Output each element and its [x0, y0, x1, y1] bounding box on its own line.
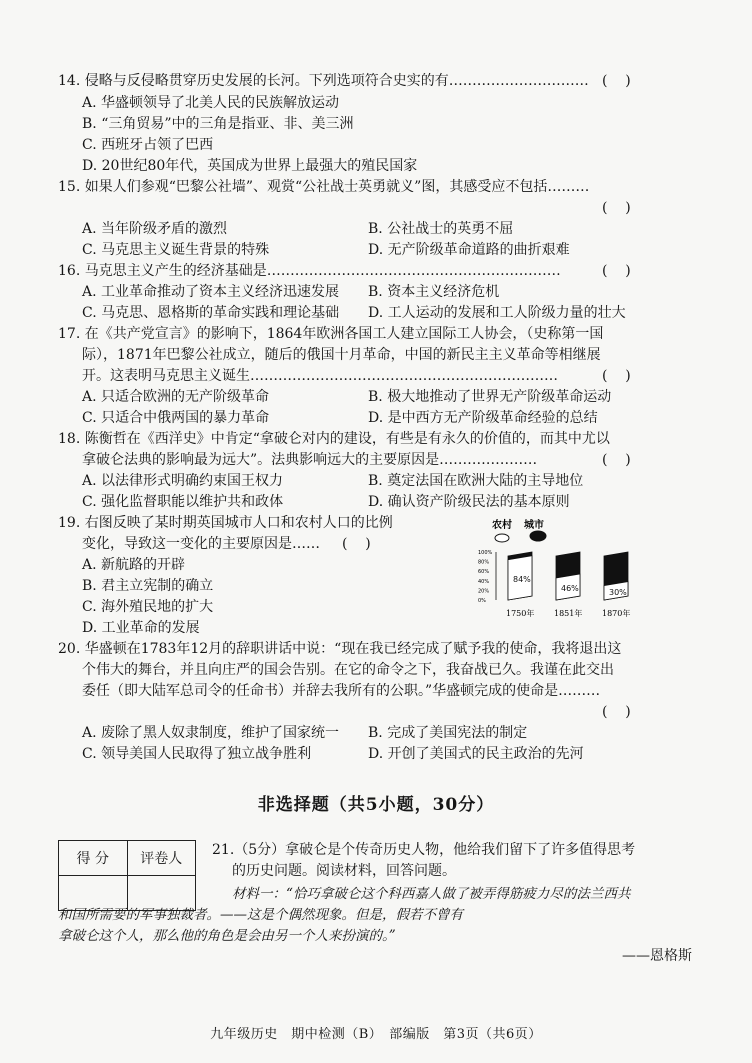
ytick-label-1: 80% — [478, 559, 490, 566]
q18-stem-line1: 18. 陈衡哲在《西洋史》中肯定“拿破仑对内的建设，有些是有永久的价值的，而其中尤以 — [58, 431, 610, 447]
q19-stem-line2: 变化，导致这一变化的主要原因是…… — [82, 536, 320, 552]
category-label-1: 1851年 — [554, 609, 583, 618]
q21-material-line2: 和国所需要的军事独裁者。——这是个偶然现象。但是，假若不曾有 — [58, 907, 463, 923]
score-table — [58, 840, 196, 911]
q20-option-a: A. 废除了黑人奴隶制度，维护了国家统一 — [82, 725, 340, 741]
category-label-0: 1750年 — [506, 609, 535, 618]
ytick-label-5: 0% — [478, 598, 486, 604]
q17-option-d: D. 是中西方无产阶级革命经验的总结 — [368, 410, 598, 426]
q20-answer-paren: ( ) — [602, 704, 631, 720]
ytick-label-3: 40% — [478, 578, 490, 585]
q15-option-b: B. 公社战士的英勇不屈 — [368, 221, 514, 237]
q18-option-d: D. 确认资产阶级民法的基本原则 — [368, 494, 570, 510]
q16-stem: 16. 马克思主义产生的经济基础是……………………………………………………… — [58, 263, 561, 279]
q17-stem-line1: 17. 在《共产党宣言》的影响下，1864年欧洲各国工人建立国际工人协会，（史称第一国 — [58, 326, 604, 342]
grader-header: 评卷人 — [127, 841, 196, 876]
q21-stem-line1: 21.（5分）拿破仑是个传奇历史人物，他给我们留下了许多值得思考 — [212, 842, 636, 858]
q15-option-a: A. 当年阶级矛盾的激烈 — [82, 221, 228, 237]
q21-material-line1: 材料一：“恰巧拿破仑这个科西嘉人做了被弄得筋疲力尽的法兰西共 — [232, 886, 631, 902]
legend-label-0: 农村 — [492, 520, 512, 531]
legend-swatch-rural — [495, 534, 509, 542]
q15-answer-paren: ( ) — [602, 200, 631, 216]
legend-swatch-urban — [530, 531, 546, 541]
q14-option-c: C. 西班牙占领了巴西 — [82, 137, 214, 153]
ytick-label-0: 100% — [478, 550, 493, 556]
q20-option-b: B. 完成了美国宪法的制定 — [368, 725, 528, 741]
q16-option-c: C. 马克思、恩格斯的革命实践和理论基础 — [82, 305, 340, 321]
q20-stem-line3: 委任（即大陆军总司令的任命书）并辞去我所有的公职。”华盛顿完成的使命是……… — [82, 683, 601, 699]
q16-option-a: A. 工业革命推动了资本主义经济迅速发展 — [82, 284, 340, 300]
q15-option-d: D. 无产阶级革命道路的曲折艰难 — [368, 242, 570, 258]
q21-material-line3: 拿破仑这个人，那么他的角色是会由另一个人来扮演的。” — [58, 928, 396, 944]
q17-option-b: B. 极大地推动了世界无产阶级革命运动 — [368, 389, 612, 405]
q17-option-a: A. 只适合欧洲的无产阶级革命 — [82, 389, 270, 405]
q14-option-b: B. “三角贸易”中的三角是指亚、非、美三洲 — [82, 116, 354, 132]
score-header: 得 分 — [59, 841, 128, 876]
q18-option-a: A. 以法律形式明确约束国王权力 — [82, 473, 284, 489]
q15-stem: 15. 如果人们参观“巴黎公社墙”、观赏“公社战士英勇就义”图，其感受应不包括……… — [58, 179, 590, 195]
bar-value-label-1: 46% — [561, 583, 579, 593]
q14-option-a: A. 华盛顿领导了北美人民的民族解放运动 — [82, 95, 340, 111]
bar-value-label-2: 30% — [609, 587, 627, 597]
ytick-label-2: 60% — [478, 569, 490, 576]
q18-stem-line2: 拿破仑法典的影响最为远大”。法典影响远大的主要原因是………………… — [82, 452, 538, 468]
q16-option-b: B. 资本主义经济危机 — [368, 284, 500, 300]
q18-answer-paren: ( ) — [602, 452, 631, 468]
q14-answer-paren: ( ) — [602, 73, 631, 89]
q20-option-d: D. 开创了美国式的民主政治的先河 — [368, 746, 584, 762]
population-ratio-chart — [478, 516, 664, 620]
q19-option-a: A. 新航路的开辟 — [82, 557, 186, 573]
bar-value-label-0: 84% — [513, 574, 531, 584]
q14-option-d: D. 20世纪80年代，英国成为世界上最强大的殖民国家 — [82, 158, 418, 174]
q19-stem-line1: 19. 右图反映了某时期英国城市人口和农村人口的比例 — [58, 515, 393, 531]
q19-option-c: C. 海外殖民地的扩大 — [82, 599, 214, 615]
q18-option-c: C. 强化监督职能以维护共和政体 — [82, 494, 284, 510]
q20-stem-line1: 20. 华盛顿在1783年12月的辞职讲话中说：“现在我已经完成了赋予我的使命，我将退出这 — [58, 641, 622, 657]
q20-option-c: C. 领导美国人民取得了独立战争胜利 — [82, 746, 312, 762]
q17-option-c: C. 只适合中俄两国的暴力革命 — [82, 410, 270, 426]
category-label-2: 1870年 — [602, 609, 631, 618]
q18-option-b: B. 奠定法国在欧洲大陆的主导地位 — [368, 473, 584, 489]
q19-answer-paren: ( ) — [342, 536, 371, 552]
q19-option-d: D. 工业革命的发展 — [82, 620, 200, 636]
page-footer: 九年级历史 期中检测（B） 部编版 第3页（共6页） — [210, 1027, 542, 1042]
q16-answer-paren: ( ) — [602, 263, 631, 279]
q14-stem: 14. 侵略与反侵略贯穿历史发展的长河。下列选项符合史实的有………………………… — [58, 73, 589, 89]
q16-option-d: D. 工人运动的发展和工人阶级力量的壮大 — [368, 305, 626, 321]
q17-stem-line3: 开。这表明马克思主义诞生………………………………………………………… — [82, 368, 558, 384]
q21-source: ——恩格斯 — [622, 948, 692, 964]
ytick-label-4: 20% — [478, 588, 490, 595]
q21-stem-line2: 的历史问题。阅读材料，回答问题。 — [232, 863, 456, 879]
q17-stem-line2: 际），1871年巴黎公社成立，随后的俄国十月革命，中国的新民主主义革命等相继展 — [82, 347, 601, 363]
q17-answer-paren: ( ) — [602, 368, 631, 384]
q15-option-c: C. 马克思主义诞生背景的特殊 — [82, 242, 270, 258]
q20-stem-line2: 个伟大的舞台，并且向庄严的国会告别。在它的命令之下，我奋战已久。我谨在此交出 — [82, 662, 614, 678]
legend-label-1: 城市 — [524, 520, 544, 531]
section-title: 非选择题（共5小题，30分） — [257, 795, 495, 815]
q19-option-b: B. 君主立宪制的确立 — [82, 578, 214, 594]
